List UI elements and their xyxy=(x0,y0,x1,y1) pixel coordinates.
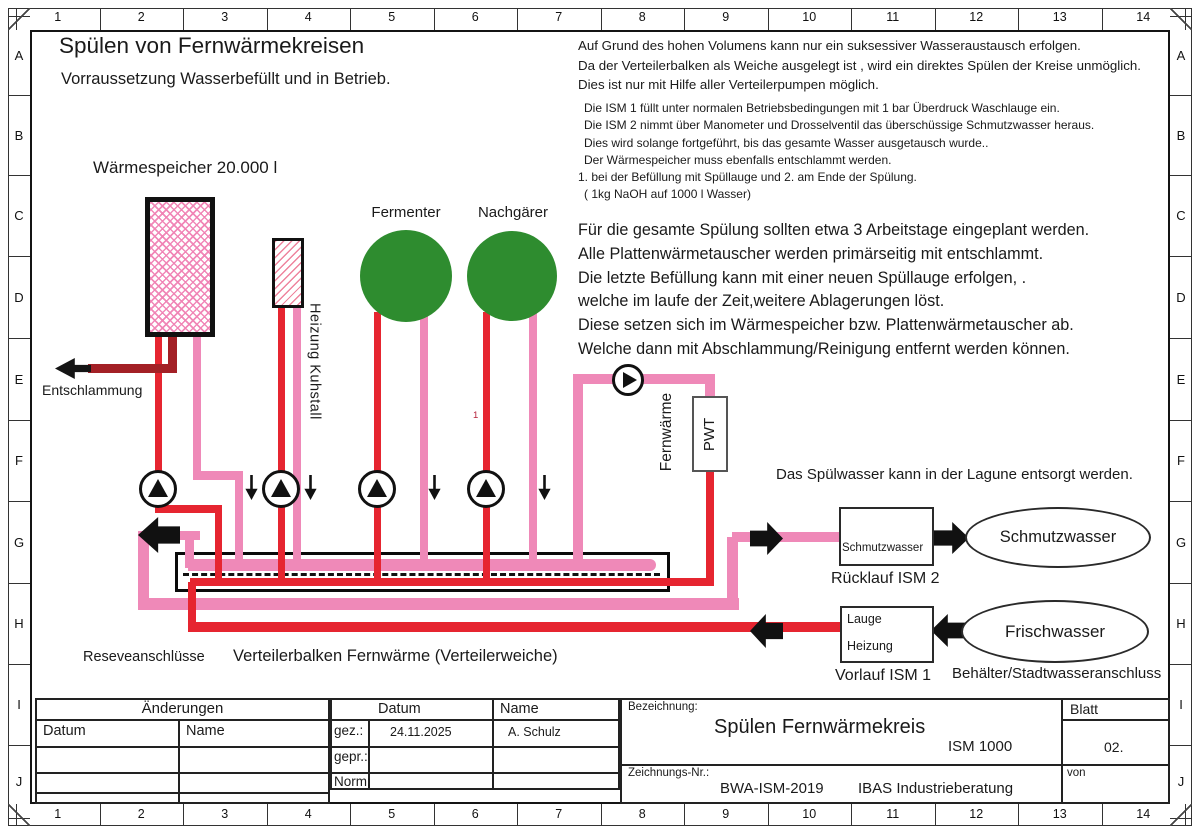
table-line xyxy=(620,764,1170,766)
ruler-tick xyxy=(851,8,852,30)
bezeichnung-value: Spülen Fernwärmekreis xyxy=(714,716,926,738)
corner-diagonal xyxy=(1170,8,1192,30)
ruler-col-label: 5 xyxy=(388,807,396,821)
ruler-tick xyxy=(434,804,435,826)
note-line: Dies wird solange fortgeführt, bis das gesamte Wasser ausgetausch wurde.. xyxy=(584,135,989,150)
ruler-tick xyxy=(935,804,936,826)
ruler-row-label: E xyxy=(14,371,24,387)
ruler-tick xyxy=(267,8,268,30)
ruler-tick xyxy=(1170,175,1192,176)
ruler-col-label: 10 xyxy=(802,807,817,821)
ruler-tick xyxy=(1018,804,1019,826)
pump-triangle-icon xyxy=(367,479,387,497)
pipe-kuhstall-return xyxy=(293,306,301,570)
pipe-tank-supply-drop xyxy=(215,505,222,586)
ruler-col-label: 1 xyxy=(54,807,62,821)
zeichnungsnr-value: BWA-ISM-2019 xyxy=(720,780,824,797)
ruler-tick xyxy=(1102,8,1103,30)
note-line: Der Wärmespeicher muss ebenfalls entschlammt werden. xyxy=(584,152,892,167)
waermespeicher-tank xyxy=(145,197,215,337)
nachgaerer-label: Nachgärer xyxy=(477,204,549,221)
table-line xyxy=(35,746,330,748)
changes-datum-header: Datum xyxy=(43,723,86,739)
ruler-row-label: G xyxy=(13,534,25,550)
ruler-tick xyxy=(768,804,769,826)
note-line: Die letzte Befüllung kann mit einer neuen Spüllauge erfolgen, . xyxy=(578,268,1027,287)
ruler-tick xyxy=(1170,745,1192,746)
gez-datum-value: 24.11.2025 xyxy=(390,725,452,739)
ruler-col-label: 9 xyxy=(722,10,730,24)
ruler-tick xyxy=(350,804,351,826)
note-line: welche im laufe der Zeit,weitere Ablagerungen löst. xyxy=(578,292,945,311)
corner-diagonal xyxy=(8,8,30,30)
ruler-tick xyxy=(768,8,769,30)
approval-datum-header: Datum xyxy=(378,701,421,717)
ruler-row-label: F xyxy=(15,453,23,468)
bezeichnung-label: Bezeichnung: xyxy=(628,701,698,713)
page-title: Spülen von Fernwärmekreisen xyxy=(59,33,365,58)
ruler-tick xyxy=(1170,338,1192,339)
ruler-tick xyxy=(1102,804,1103,826)
pump-icon-fermenter xyxy=(358,470,396,508)
ruler-col-label: 8 xyxy=(638,807,646,821)
ruler-tick xyxy=(1170,583,1192,584)
ruler-row-label: H xyxy=(1176,616,1186,631)
ruler-row-label: B xyxy=(1176,127,1186,143)
ruler-tick xyxy=(8,420,30,421)
blatt-value: 02. xyxy=(1104,739,1124,755)
ruler-row-label: H xyxy=(14,616,24,631)
ruler-row-label: C xyxy=(1176,208,1186,223)
ruler-col-label: 3 xyxy=(221,807,229,821)
pwt-label-text: PWT xyxy=(701,417,719,451)
ruler-col-label: 6 xyxy=(471,10,479,24)
approval-name-header: Name xyxy=(500,701,539,717)
balken-dashed-line xyxy=(183,573,660,576)
lauge-label: Lauge xyxy=(847,612,882,626)
pipe-pwt-supply xyxy=(706,470,714,586)
ruler-row-label: C xyxy=(14,208,24,223)
pump-icon-kuhstall xyxy=(262,470,300,508)
table-line xyxy=(1061,719,1170,721)
pipe-fermenter-return xyxy=(420,312,428,570)
pipe-nachgaerer-supply xyxy=(483,312,490,586)
pump-icon-fernwaerme xyxy=(612,364,644,396)
stray-mark: 1 xyxy=(473,410,479,421)
ruler-row-label: A xyxy=(14,48,24,63)
ism-value: ISM 1000 xyxy=(948,738,1013,755)
ruler-row-label: J xyxy=(1177,774,1185,789)
changes-name-header: Name xyxy=(186,723,225,739)
ruler-tick xyxy=(8,745,30,746)
ruler-col-label: 8 xyxy=(638,10,646,24)
schmutzwasser-box xyxy=(839,507,934,566)
ruler-row-label: J xyxy=(15,774,23,789)
ruler-col-label: 14 xyxy=(1136,10,1151,24)
pipe-nachgaerer-return xyxy=(529,312,537,570)
ruler-row-label: I xyxy=(17,697,21,712)
ruler-col-label: 1 xyxy=(54,10,62,24)
pipe-fermenter-supply xyxy=(374,312,381,586)
ruler-row-label: E xyxy=(1176,371,1186,387)
ruler-col-label: 7 xyxy=(555,807,563,821)
note-line: Da der Verteilerbalken als Weiche ausgelegt ist , wird ein direktes Spülen der Kreise unmöglich. xyxy=(578,57,1141,73)
ruler-tick xyxy=(100,8,101,30)
pump-icon-tank xyxy=(139,470,177,508)
ruler-tick xyxy=(8,95,30,96)
schmutzwasser-ellipse xyxy=(965,507,1151,568)
fermenter-circle xyxy=(360,230,452,322)
table-line xyxy=(35,772,330,774)
ruler-tick xyxy=(517,804,518,826)
fernwaerme-label xyxy=(652,388,682,476)
heizung-kuhstall-label: Heizung Kuhstall xyxy=(306,303,323,420)
fernwaerme-label-text: Fernwärme xyxy=(658,392,676,472)
corner-diagonal xyxy=(8,804,30,826)
note-line: Die ISM 2 nimmt über Manometer und Drosselventil das überschüssige Schmutzwasser heraus. xyxy=(584,118,1095,133)
gez-name-value: A. Schulz xyxy=(508,725,561,739)
ruler-col-label: 13 xyxy=(1052,807,1067,821)
pipe-tank-return-drop xyxy=(235,471,243,570)
ruler-tick xyxy=(517,8,518,30)
pump-triangle-icon xyxy=(476,479,496,497)
ruler-tick xyxy=(1018,8,1019,30)
heizung-kuhstall-box xyxy=(272,238,304,308)
page-subtitle: Vorraussetzung Wasserbefüllt und in Betrieb. xyxy=(61,70,391,88)
waermespeicher-label: Wärmespeicher 20.000 l xyxy=(93,158,278,177)
pipe-return-bar-exit xyxy=(185,531,194,568)
ruler-tick xyxy=(1170,501,1192,502)
pipe-supply-collector xyxy=(190,578,714,586)
ruler-tick xyxy=(601,8,602,30)
ruler-row-label: I xyxy=(1179,697,1183,712)
ruler-tick xyxy=(267,804,268,826)
ruler-tick xyxy=(851,804,852,826)
table-line xyxy=(330,772,620,774)
pwt-label xyxy=(692,396,728,472)
ruler-tick xyxy=(1170,420,1192,421)
reserve-label: Reseveanschlüsse xyxy=(83,649,205,665)
lagune-note: Das Spülwasser kann in der Lagune entsorgt werden. xyxy=(776,466,1133,483)
table-line xyxy=(330,719,620,721)
table-line xyxy=(35,792,330,794)
ruler-tick xyxy=(350,8,351,30)
gepr-label: gepr.: xyxy=(334,749,368,764)
ruler-tick xyxy=(684,8,685,30)
ruler-tick xyxy=(8,175,30,176)
pipe-pwt-return-drop xyxy=(573,374,583,570)
ruler-tick xyxy=(1170,664,1192,665)
pipe-tank-return xyxy=(193,335,201,479)
ruler-col-label: 12 xyxy=(969,10,984,24)
pipe-pwt-return-top xyxy=(573,374,715,384)
approval-table xyxy=(330,698,620,790)
ruler-col-label: 11 xyxy=(886,10,900,24)
ruler-tick xyxy=(8,501,30,502)
nachgaerer-circle xyxy=(467,231,557,321)
ruler-row-label: F xyxy=(1177,453,1185,468)
ruler-col-label: 5 xyxy=(388,10,396,24)
pump-triangle-icon xyxy=(623,372,637,388)
ruler-row-label: B xyxy=(14,127,24,143)
note-line: Die ISM 1 füllt unter normalen Betriebsbedingungen mit 1 bar Überdruck Waschlauge ein. xyxy=(584,101,1060,115)
vorlauf-label: Vorlauf ISM 1 xyxy=(835,667,932,684)
ruler-col-label: 12 xyxy=(969,807,984,821)
ruler-tick xyxy=(935,8,936,30)
von-label: von xyxy=(1067,767,1086,779)
note-line: Dies ist nur mit Hilfe aller Verteilerpumpen möglich. xyxy=(578,77,879,92)
heizung-label: Heizung xyxy=(847,639,893,653)
norm-label: Norm: xyxy=(334,774,371,789)
behaelter-label: Behälter/Stadtwasseranschluss xyxy=(952,665,1162,682)
ruler-tick xyxy=(434,8,435,30)
table-line xyxy=(35,719,330,721)
pipe-kuhstall-supply xyxy=(278,306,285,586)
firma-value: IBAS Industrieberatung xyxy=(858,780,1014,797)
pipe-to-schmutzwasser xyxy=(732,532,839,542)
ruler-tick xyxy=(8,583,30,584)
entschlammung-label: Entschlammung xyxy=(42,382,143,398)
ruler-tick xyxy=(183,804,184,826)
pump-triangle-icon xyxy=(271,479,291,497)
ruler-tick xyxy=(8,338,30,339)
schmutzwasser-ellipse-label: Schmutzwasser xyxy=(999,528,1117,546)
ruler-col-label: 6 xyxy=(471,807,479,821)
pipe-entschlammung-horizontal xyxy=(88,364,177,373)
pipe-supply-bottom xyxy=(188,622,844,632)
ruler-tick xyxy=(1170,256,1192,257)
ruler-row-label: A xyxy=(1176,48,1186,63)
corner-diagonal xyxy=(1170,804,1192,826)
note-line: ( 1kg NaOH auf 1000 l Wasser) xyxy=(584,187,751,202)
changes-header: Änderungen xyxy=(141,700,224,717)
ruler-tick xyxy=(8,256,30,257)
ruler-col-label: 2 xyxy=(137,10,145,24)
pipe-return-bottom xyxy=(138,598,739,610)
note-line: Für die gesamte Spülung sollten etwa 3 Arbeitstage eingeplant werden. xyxy=(578,221,1090,239)
pipe-return-right-vertical xyxy=(727,537,738,609)
ruler-tick xyxy=(183,8,184,30)
ruler-col-label: 9 xyxy=(722,807,730,821)
ruler-col-label: 2 xyxy=(137,807,145,821)
ruler-row-label: D xyxy=(1176,289,1186,305)
frischwasser-ellipse-label: Frischwasser xyxy=(1004,621,1106,641)
gez-label: gez.: xyxy=(334,723,364,738)
ruler-col-label: 11 xyxy=(886,807,900,821)
ruler-col-label: 3 xyxy=(221,10,229,24)
note-line: Welche dann mit Abschlammung/Reinigung entfernt werden können. xyxy=(578,339,1070,358)
pump-triangle-icon xyxy=(148,479,168,497)
pump-icon-nachgaerer xyxy=(467,470,505,508)
ruler-col-label: 7 xyxy=(555,10,563,24)
ruler-tick xyxy=(8,664,30,665)
note-line: Alle Plattenwärmetauscher werden primärseitig mit entschlammt. xyxy=(578,244,1044,263)
ruler-row-label: D xyxy=(14,289,24,305)
notes-block-1 xyxy=(578,36,1141,95)
notes-block-2 xyxy=(578,100,1095,204)
table-line xyxy=(1061,698,1063,804)
note-line: Diese setzen sich im Wärmespeicher bzw. Plattenwärmetauscher ab. xyxy=(578,316,1074,335)
ruler-col-label: 13 xyxy=(1052,10,1067,24)
schmutzwasser-box-label: Schmutzwasser xyxy=(842,542,924,554)
ruler-tick xyxy=(100,804,101,826)
fermenter-label: Fermenter xyxy=(371,204,441,221)
zeichnungsnr-label: Zeichnungs-Nr.: xyxy=(628,767,710,779)
verteilerbalken-label: Verteilerbalken Fernwärme (Verteilerweiche) xyxy=(233,647,558,665)
ruler-tick xyxy=(601,804,602,826)
ruler-tick xyxy=(1170,95,1192,96)
frischwasser-ellipse xyxy=(961,600,1149,663)
note-line: 1. bei der Befüllung mit Spüllauge und 2. am Ende der Spülung. xyxy=(578,170,917,185)
ruler-col-label: 4 xyxy=(304,807,312,821)
blatt-label: Blatt xyxy=(1070,701,1099,717)
ruler-col-label: 4 xyxy=(304,10,312,24)
notes-block-3 xyxy=(578,219,1089,362)
table-line xyxy=(492,698,494,790)
ruler-col-label: 10 xyxy=(802,10,817,24)
ruler-col-label: 14 xyxy=(1136,807,1151,821)
table-line xyxy=(330,746,620,748)
note-line: Auf Grund des hohen Volumens kann nur ein suksessiver Wasseraustausch erfolgen. xyxy=(578,38,1081,53)
ruler-tick xyxy=(684,804,685,826)
ruler-row-label: G xyxy=(1175,534,1187,550)
ruecklauf-label: Rücklauf ISM 2 xyxy=(831,570,940,587)
